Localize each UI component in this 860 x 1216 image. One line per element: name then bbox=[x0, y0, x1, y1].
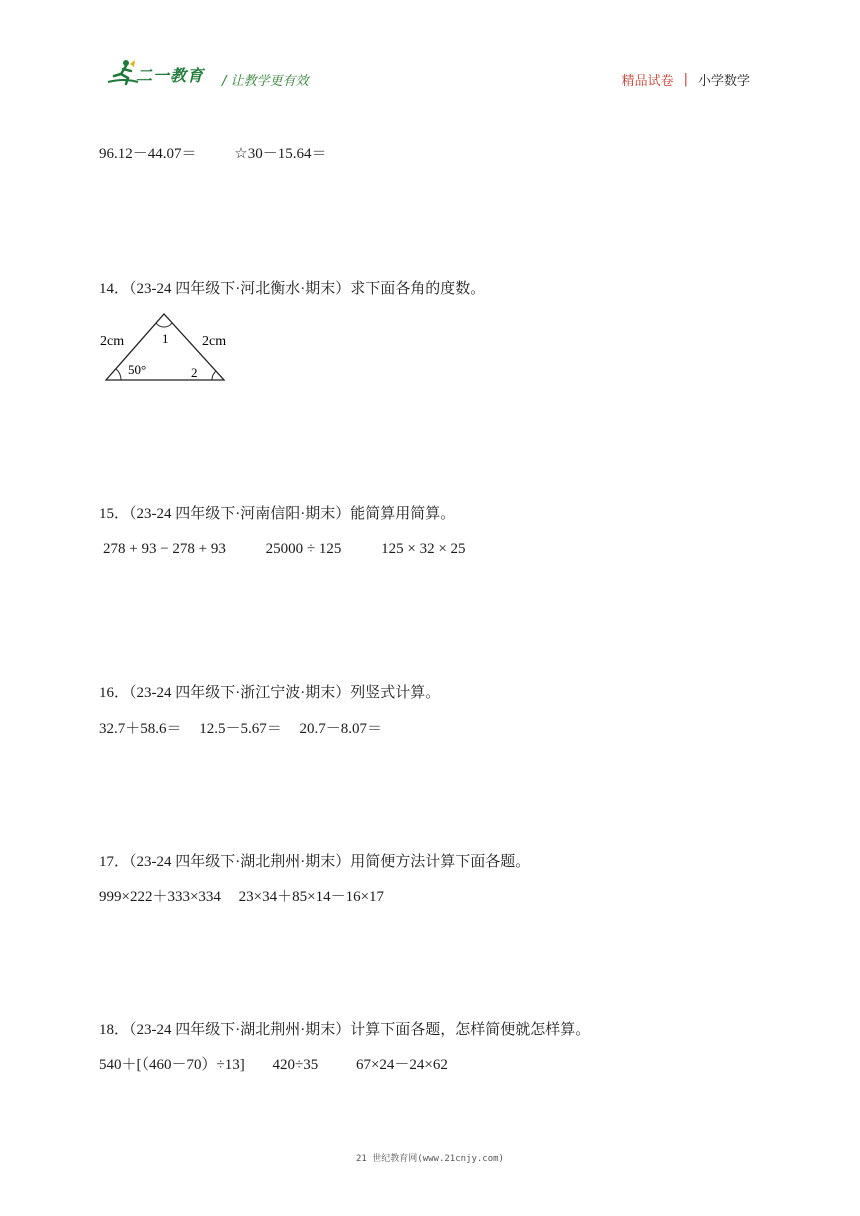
q15-expr-2: 25000 ÷ 125 bbox=[265, 541, 342, 557]
q13-expr-2: ☆30－15.64＝ bbox=[234, 146, 327, 162]
q15-expr-3: 125 × 32 × 25 bbox=[381, 541, 466, 557]
q18-expr-3: 67×24－24×62 bbox=[355, 1057, 448, 1073]
q17-expr-2: 23×34＋85×14－16×17 bbox=[238, 889, 385, 905]
page-footer: 21 世纪教育网(www.21cnjy.com) bbox=[356, 1154, 504, 1164]
q18-title: 18．（23-24 四年级下·湖北荆州·期末）计算下面各题，怎样简便就怎样算。 bbox=[99, 1022, 591, 1038]
q15-title: 15．（23-24 四年级下·河南信阳·期末）能简算用简算。 bbox=[99, 506, 456, 522]
header-meta bbox=[622, 70, 750, 89]
q17-expr-1: 999×222＋333×334 bbox=[99, 889, 221, 905]
triangle-figure bbox=[96, 308, 246, 388]
q17-expressions bbox=[99, 885, 384, 906]
q14-title: 14．（23-24 四年级下·河北衡水·期末）求下面各角的度数。 bbox=[99, 281, 486, 297]
q16-expr-3: 20.7－8.07＝ bbox=[299, 721, 383, 737]
q15-expressions bbox=[103, 541, 466, 558]
header-separator: | bbox=[683, 72, 688, 87]
q16-expressions bbox=[99, 717, 382, 738]
side-label-left: 2cm bbox=[100, 334, 125, 349]
side-label-right: 2cm bbox=[202, 334, 227, 349]
exam-tag: 精品试卷 bbox=[621, 74, 674, 89]
q16-expr-1: 32.7＋58.6＝ bbox=[99, 721, 182, 737]
angle-label-top: 1 bbox=[162, 331, 169, 346]
q16-title: 16．（23-24 四年级下·浙江宁波·期末）列竖式计算。 bbox=[99, 685, 441, 701]
subject-label: 小学数学 bbox=[697, 74, 750, 89]
q18-expr-1: 540＋[（460－70）÷13] bbox=[99, 1057, 245, 1073]
q13-expressions bbox=[99, 142, 326, 163]
q15-expr-1: 278 + 93 − 278 + 93 bbox=[103, 541, 226, 557]
angle-label-left: 50° bbox=[128, 362, 147, 377]
header-slogan: / 让教学更有效 bbox=[222, 74, 309, 89]
page-header bbox=[0, 0, 860, 110]
q18-expr-2: 420÷35 bbox=[272, 1057, 319, 1073]
q18-expressions bbox=[99, 1053, 448, 1074]
q13-expr-1: 96.12－44.07＝ bbox=[99, 146, 197, 162]
q17-title: 17．（23-24 四年级下·湖北荆州·期末）用简便方法计算下面各题。 bbox=[99, 854, 531, 870]
q16-expr-2: 12.5－5.67＝ bbox=[199, 721, 282, 737]
angle-label-right: 2 bbox=[191, 365, 198, 380]
logo-text: 二一教育 bbox=[136, 66, 205, 85]
